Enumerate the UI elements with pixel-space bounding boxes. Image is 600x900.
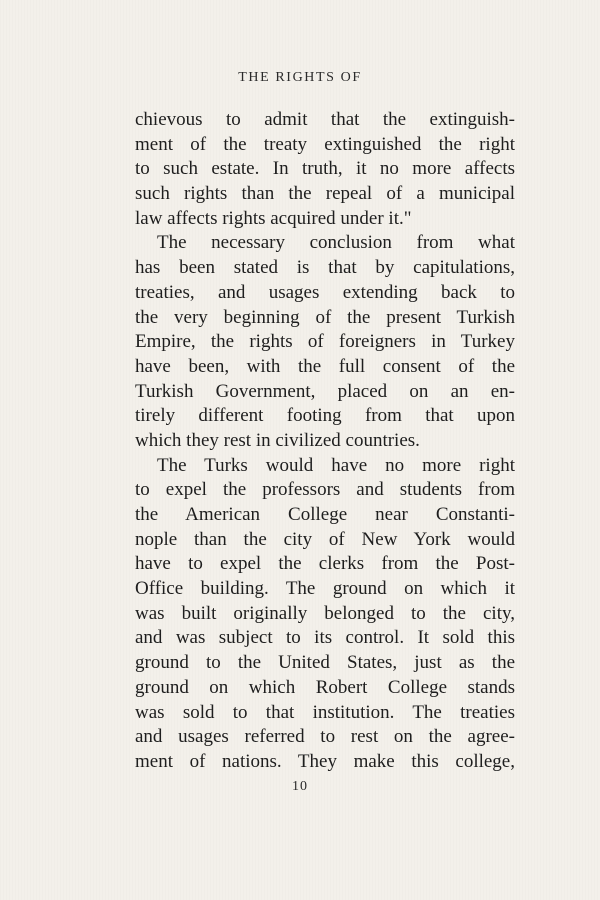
text-line: chievous to admit that the extinguish- xyxy=(135,109,515,130)
text-line: the very beginning of the present Turkish xyxy=(135,306,515,328)
text-line: Office building. The ground on which it xyxy=(135,578,515,600)
text-line: ground to the United States, just as the xyxy=(135,652,515,674)
text-line: Empire, the rights of foreigners in Turkey xyxy=(135,331,515,353)
text-line: Turkish Government, placed on an en- xyxy=(135,380,515,402)
running-head: THE RIGHTS OF xyxy=(238,70,362,85)
text-line: nople than the city of New York would xyxy=(135,528,515,550)
text-line: such rights than the repeal of a municipal xyxy=(135,183,515,205)
text-line: ment of nations. They make this college, xyxy=(135,750,515,772)
page-number: 10 xyxy=(292,779,308,794)
text-line: law affects rights acquired under it." xyxy=(135,207,412,229)
text-line: has been stated is that by capitulations, xyxy=(135,257,515,279)
text-line: was sold to that institution. The treaties xyxy=(135,701,515,723)
text-line: which they rest in civilized countries. xyxy=(135,429,420,451)
text-line: ment of the treaty extinguished the right xyxy=(135,133,515,155)
text-line: The necessary conclusion from what xyxy=(157,232,515,254)
text-line: to expel the professors and students from xyxy=(135,479,515,501)
text-line: was built originally belonged to the city, xyxy=(135,602,515,624)
text-line: to such estate. In truth, it no more affects xyxy=(135,158,515,180)
text-line: and was subject to its control. It sold this xyxy=(135,627,515,649)
text-line: tirely different footing from that upon xyxy=(135,405,515,427)
text-line: have to expel the clerks from the Post- xyxy=(135,553,515,575)
text-line: treaties, and usages extending back to xyxy=(135,281,515,303)
text-line: and usages referred to rest on the agree- xyxy=(135,726,515,748)
body-text xyxy=(135,108,515,775)
text-line: have been, with the full consent of the xyxy=(135,355,515,377)
text-line: The Turks would have no more right xyxy=(157,454,515,476)
text-line: ground on which Robert College stands xyxy=(135,676,515,698)
text-line: the American College near Constanti- xyxy=(135,504,515,525)
